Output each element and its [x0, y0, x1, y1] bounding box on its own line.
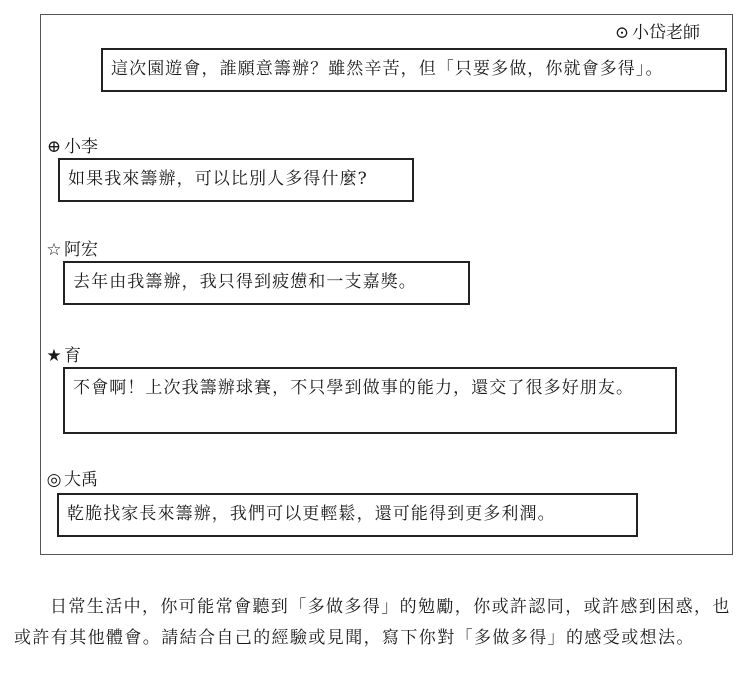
speech-bubble-dayu: 乾脆找家長來籌辦，我們可以更輕鬆，還可能得到更多利潤。	[57, 493, 638, 537]
circle-dot-icon: ⊙	[614, 23, 630, 43]
double-circle-icon: ◎	[46, 470, 62, 490]
speaker-teacher	[612, 22, 700, 44]
circle-plus-icon: ⊕	[46, 137, 62, 157]
speaker-name: 大禹	[64, 470, 98, 490]
star-filled-icon: ★	[46, 346, 62, 366]
speaker-yu	[44, 345, 81, 367]
speaker-name: 阿宏	[64, 240, 98, 260]
writing-prompt	[14, 592, 732, 654]
writing-prompt-text: 日常生活中，你可能常會聽到「多做多得」的勉勵，你或許認同，或許感到困惑，也或許有其他體會。請結合自己的經驗或見聞，寫下你對「多做多得」的感受或想法。	[14, 597, 731, 648]
speech-bubble-xiaoli: 如果我來籌辦，可以比別人多得什麼?	[58, 158, 414, 202]
speaker-name: 小岱老師	[632, 23, 700, 43]
speaker-name: 育	[64, 346, 81, 366]
speaker-dayu	[44, 469, 98, 491]
speech-bubble-teacher: 這次園遊會，誰願意籌辦？雖然辛苦，但「只要多做，你就會多得」。	[101, 48, 727, 92]
speech-bubble-yu: 不會啊！上次我籌辦球賽，不只學到做事的能力，還交了很多好朋友。	[63, 367, 677, 434]
speaker-ahong	[44, 239, 98, 261]
speech-bubble-ahong: 去年由我籌辦，我只得到疲憊和一支嘉獎。	[63, 261, 470, 305]
speaker-name: 小李	[64, 137, 98, 157]
star-outline-icon: ☆	[46, 240, 62, 260]
speaker-xiaoli	[44, 136, 98, 158]
